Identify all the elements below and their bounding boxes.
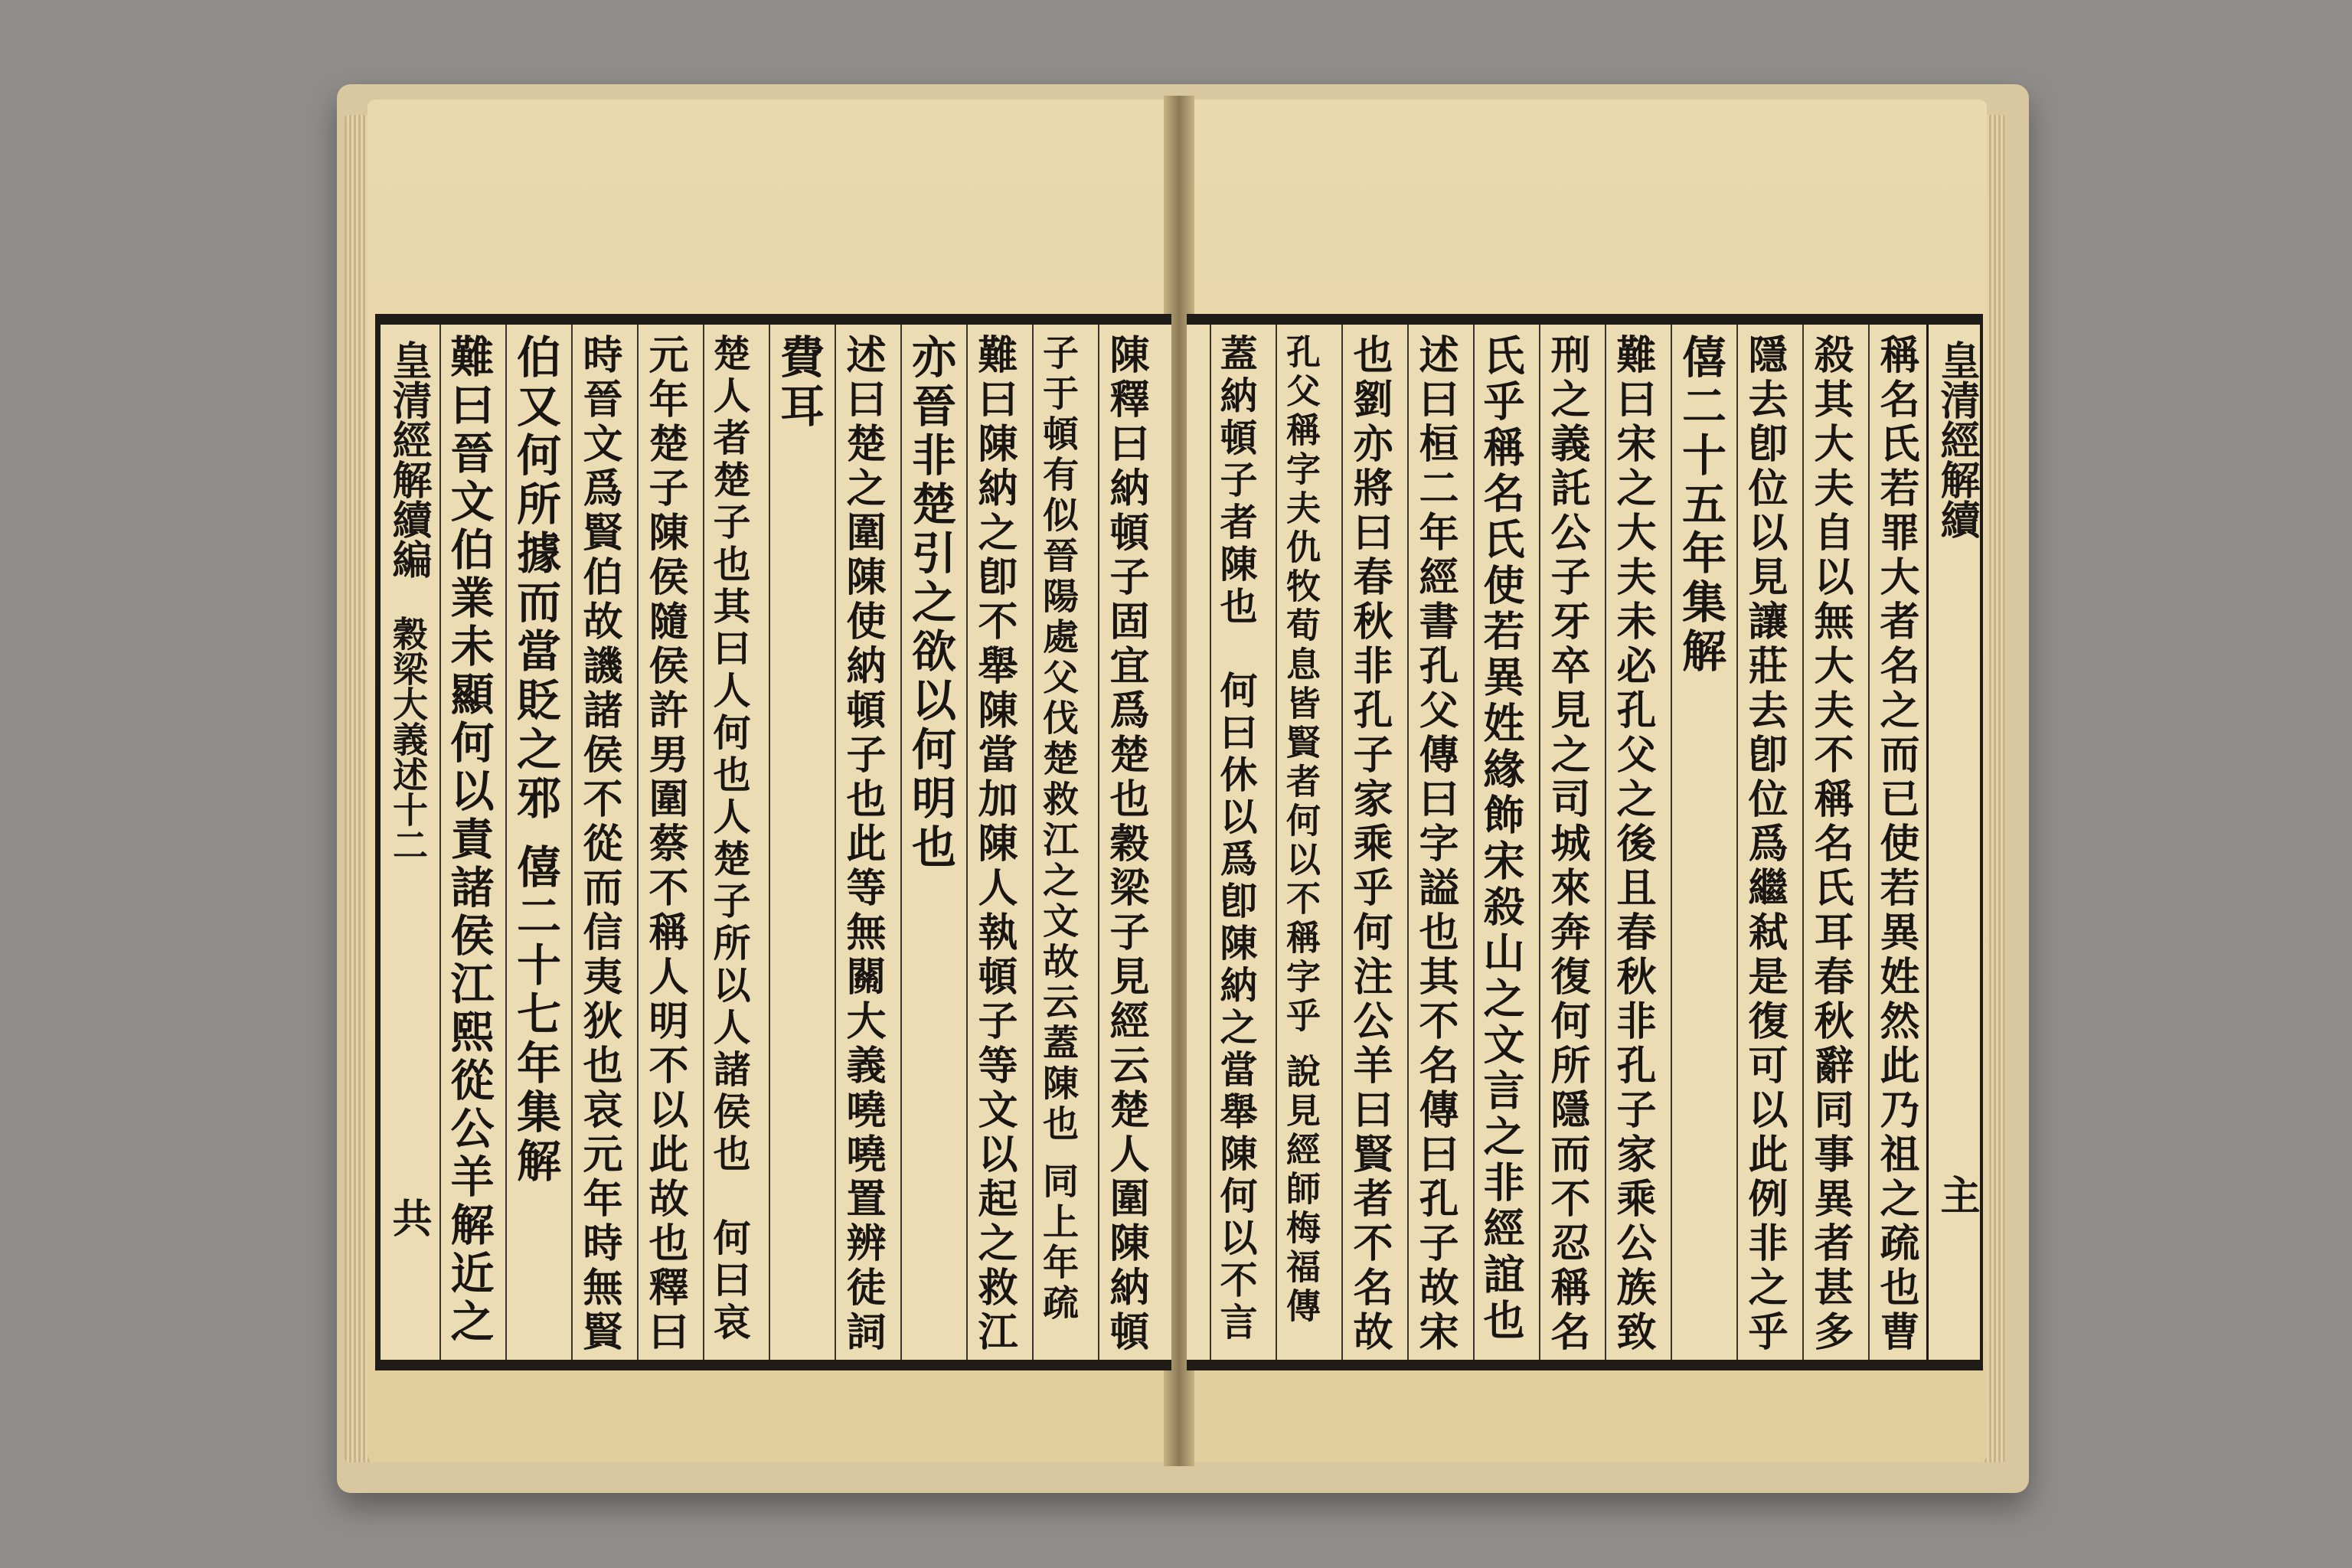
right-page-number: 主	[1933, 1174, 1980, 1214]
right-col-2: 殺其大夫自以無大夫不稱名氏耳春秋辭同事異者甚多	[1802, 325, 1854, 1360]
left-col-6: 費耳	[769, 325, 821, 1360]
right-col-10: 孔父稱字夫仇牧荀息皆賢者何以不稱字乎 說見經師梅福傳	[1276, 325, 1328, 1360]
right-margin-column	[1926, 325, 1982, 1360]
right-series-title: 皇清經解續	[1933, 340, 1980, 539]
right-col-4: 僖二十五年集解	[1671, 325, 1723, 1360]
right-col-8: 述曰桓二年經書孔父傳曰字謚也其不名傳曰孔子故宋	[1407, 325, 1459, 1360]
right-col-7: 氏乎稱名氏使若異姓緣飾宋殺山之文言之非經誼也	[1473, 325, 1525, 1360]
left-col-1: 陳釋曰納頓子固宜爲楚也穀梁子見經云楚人圍陳納頓	[1098, 325, 1150, 1360]
left-col-5: 述曰楚之圍陳使納頓子也此等無關大義嘵嘵置辨徒詞	[835, 325, 887, 1360]
left-margin-column	[378, 325, 434, 1360]
left-col-9: 時晉文爲賢伯故譏諸侯不從而信夷狄也哀元年時無賢	[571, 325, 623, 1360]
right-text-frame	[1187, 314, 1983, 1370]
left-series-title: 皇清經解續編	[385, 340, 432, 579]
left-col-2: 子于頓有似晉陽處父伐楚救江之文故云蓋陳也 同上年疏	[1032, 325, 1084, 1360]
left-col-7: 楚人者楚子也其曰人何也人楚子所以人諸侯也 何曰哀	[703, 325, 755, 1360]
left-col-4: 亦晉非楚引之欲以何明也	[900, 325, 952, 1360]
left-col-8: 元年楚子陳侯隨侯許男圍蔡不稱人明不以此故也釋曰	[637, 325, 689, 1360]
right-col-6: 刑之義託公子牙卒見之司城來奔復何所隱而不忍稱名	[1539, 325, 1591, 1360]
left-text-frame	[375, 314, 1171, 1370]
right-col-11: 蓋納頓子者陳也 何曰休以爲卽陳納之當舉陳何以不言	[1210, 325, 1262, 1360]
left-col-3: 難曰陳納之卽不舉陳當加陳人執頓子等文以起之救江	[966, 325, 1018, 1360]
right-col-5: 難曰宋之大夫未必孔父之後且春秋非孔子家乘公族致	[1605, 325, 1657, 1360]
left-col-11: 難曰晉文伯業未顯何以責諸侯江熙從公羊解近之	[439, 325, 492, 1360]
left-col-10: 伯又何所據而當貶之邪 僖二十七年集解	[505, 325, 557, 1360]
left-page-number: 共	[385, 1197, 432, 1237]
left-section-title: 穀梁大義述十二	[387, 616, 429, 862]
right-col-1: 稱名氏若罪大者名之而已使若異姓然此乃祖之疏也曹	[1868, 325, 1920, 1360]
right-col-3: 隱去卽位以見讓莊去卽位爲繼弒是復可以此例非之乎	[1736, 325, 1788, 1360]
right-col-9: 也劉亦將曰春秋非孔子家乘乎何注公羊曰賢者不名故	[1341, 325, 1393, 1360]
